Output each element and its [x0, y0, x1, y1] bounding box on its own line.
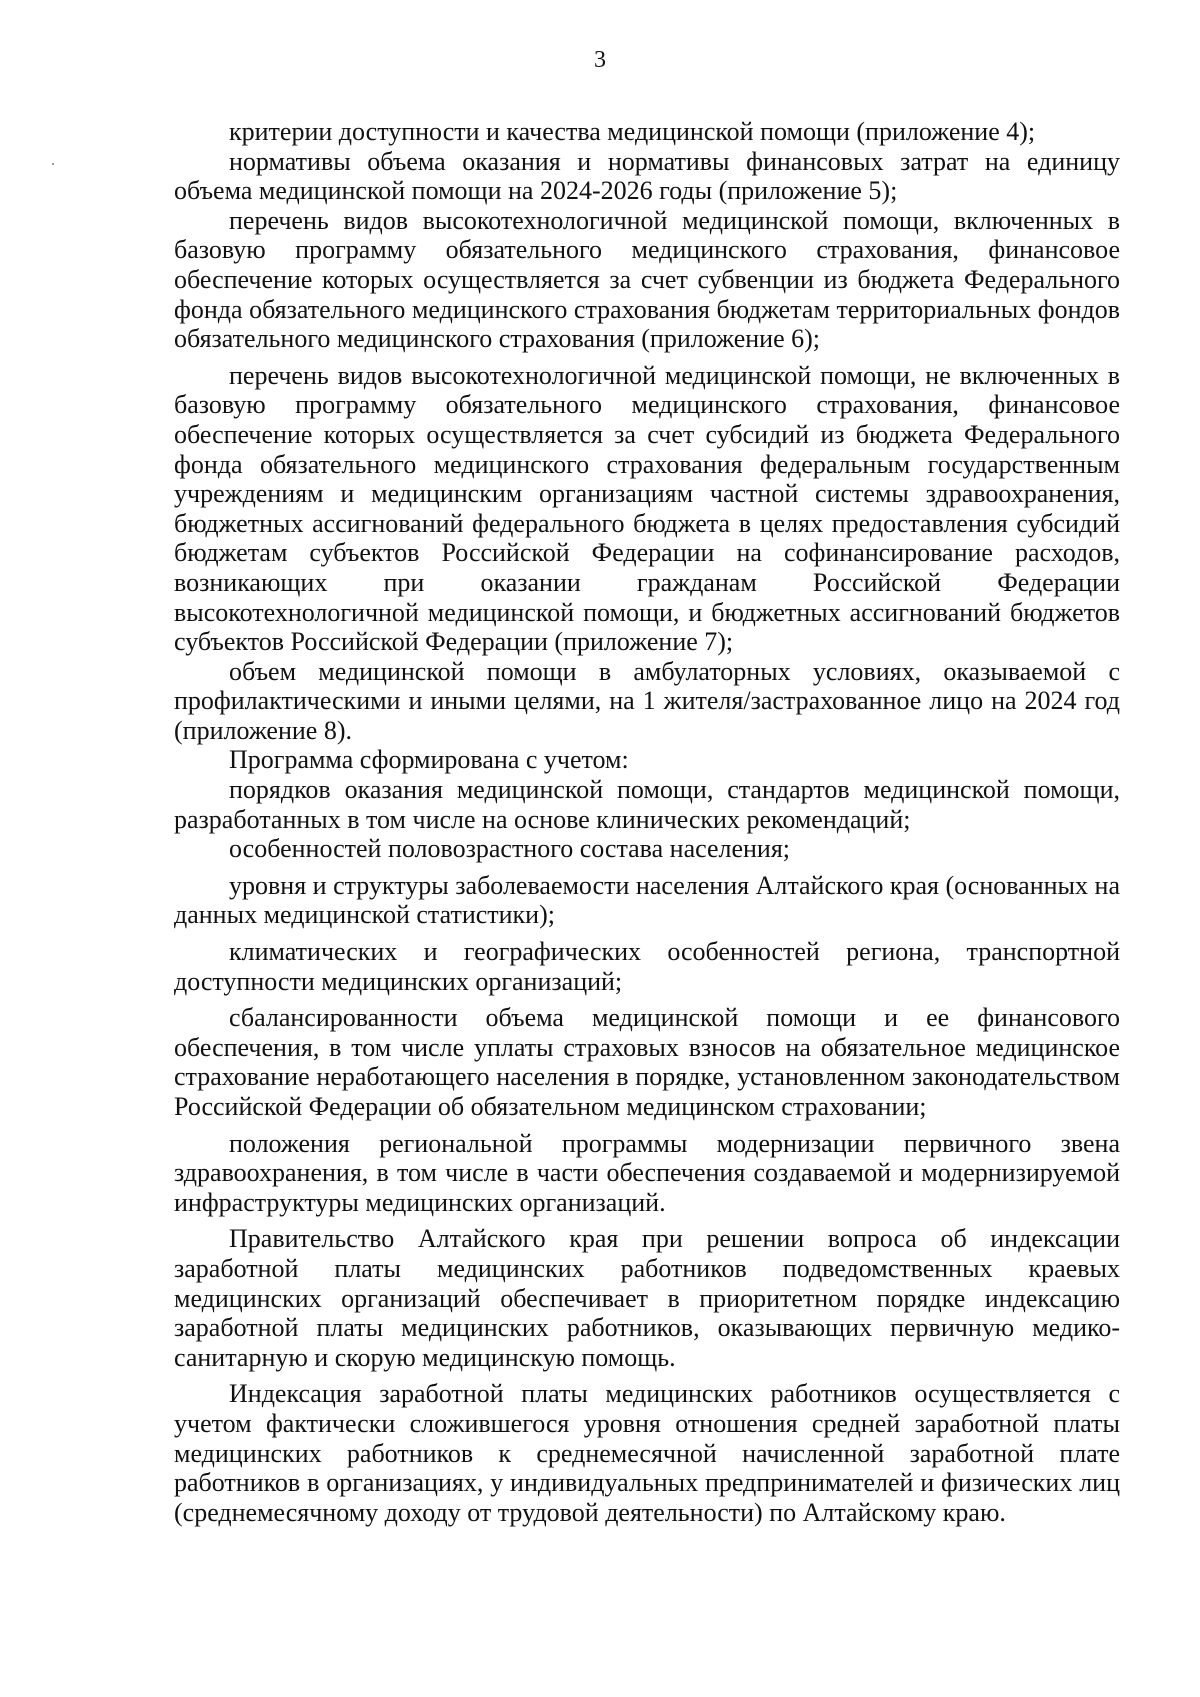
page-number: 3	[594, 47, 606, 73]
paragraph-morbidity: уровня и структуры заболеваемости населения Алтайского края (основанных на данных медицинской статистики);	[174, 870, 1120, 930]
paragraph-salary-indexation-government: Правительство Алтайского края при решении вопроса об индексации заработной платы медицинских работников подведомственных краевых медицинских организаций обеспечивает в приоритетном порядке индексацию заработной платы медицинских работников, оказывающих первичную медико-санитарную и скорую медицинскую помощь.	[174, 1224, 1120, 1372]
paragraph-criteria: критерии доступности и качества медицинской помощи (приложение 4);	[229, 117, 1036, 146]
paragraph-salary-indexation-basis: Индексация заработной платы медицинских работников осуществляется с учетом фактически сложившегося уровня отношения средней заработной платы медицинских работников к среднемесячной начисленной заработной плате работников в организациях, у индивидуальных предпринимателей и физических лиц (среднемесячному доходу от трудовой деятельности) по Алтайскому краю.	[174, 1379, 1120, 1527]
paragraph-balance-financing: сбалансированности объема медицинской помощи и ее финансового обеспечения, в том числе уплаты страховых взносов на обязательное медицинское страхование неработающего населения в порядке, установленном законодательством Российской Федерации об обязательном медицинском страховании;	[174, 1003, 1120, 1121]
scan-speck	[52, 163, 54, 165]
document-body	[174, 117, 1120, 1527]
paragraph-outpatient-volume: объем медицинской помощи в амбулаторных условиях, оказываемой с профилактическими и иными целями, на 1 жителя/застрахованное лицо на 2024 год (приложение 8).	[174, 656, 1120, 745]
paragraph-modernization: положения региональной программы модернизации первичного звена здравоохранения, в том числе в части обеспечения создаваемой и модернизируемой инфраструктуры медицинских организаций.	[174, 1128, 1120, 1217]
paragraph-hightech-list-included: перечень видов высокотехнологичной медицинской помощи, включенных в базовую программу обязательного медицинского страхования, финансовое обеспечение которых осуществляется за счет субвенции из бюджета Федерального фонда обязательного медицинского страхования бюджетам территориальных фондов обязательного медицинского страхования (приложение 6);	[174, 205, 1120, 354]
paragraph-program-basis: Программа сформирована с учетом:	[229, 745, 629, 775]
paragraph-hightech-list-not-included: перечень видов высокотехнологичной медицинской помощи, не включенных в базовую программу обязательного медицинского страхования, финансовое обеспечение которых осуществляется за счет субсидий из бюджета Федерального фонда обязательного медицинского страхования федеральным государственным учреждениям и медицинским организациям частной системы здравоохранения, бюджетных ассигнований федерального бюджета в целях предоставления субсидий бюджетам субъектов Российской Федерации на софинансирование расходов, возникающих при оказании гражданам Российской Федерации высокотехнологичной медицинской помощи, и бюджетных ассигнований бюджетов субъектов Российской Федерации (приложение 7);	[174, 360, 1120, 657]
paragraph-volume-norms: нормативы объема оказания и нормативы финансовых затрат на единицу объема медицинской помощи на 2024-2026 годы (приложение 5);	[174, 146, 1120, 206]
paragraph-procedures-standards: порядков оказания медицинской помощи, стандартов медицинской помощи, разработанных в том числе на основе клинических рекомендаций;	[174, 775, 1120, 834]
paragraph-age-sex-structure: особенностей половозрастного состава населения;	[229, 834, 791, 864]
paragraph-climate-geography: климатических и географических особенностей региона, транспортной доступности медицинских организаций;	[174, 937, 1120, 996]
